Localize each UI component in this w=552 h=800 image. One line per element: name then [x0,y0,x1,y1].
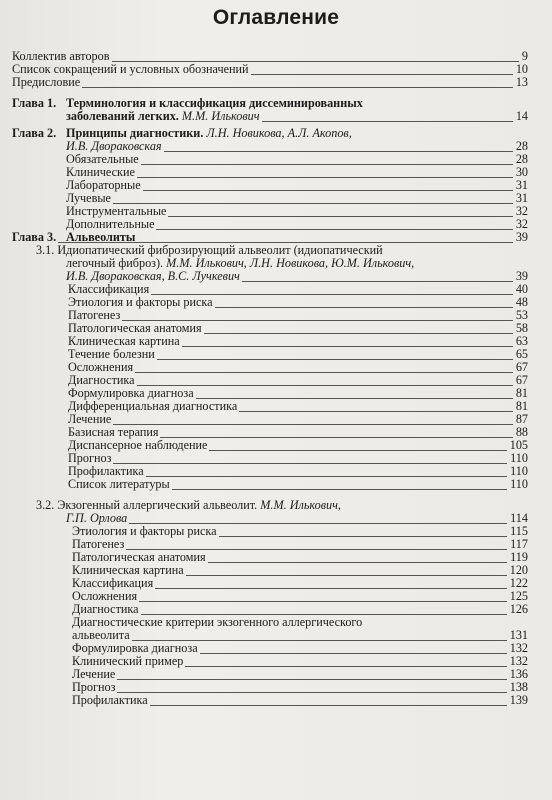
page-number: 87 [515,412,528,426]
toc-entry-text: Формулировка диагноза [68,386,194,400]
chapter-title: заболеваний легких. [66,109,179,123]
chapter-label: Глава 1. [12,96,57,110]
leader-dots [82,86,513,88]
toc-entry-text: Осложнения [72,589,138,603]
toc-entry-text: Прогноз [72,680,116,694]
leader-dots [113,462,507,464]
leader-dots [209,449,506,451]
page-number: 126 [509,602,528,616]
page-number: 139 [509,693,528,707]
leader-dots [208,561,508,563]
toc-entry-text: Дифференциальная диагностика [68,399,238,413]
page-number: 131 [509,628,528,642]
toc-entry-text: Патогенез [72,537,125,551]
toc-row [0,63,552,76]
section-authors: М.М. Илькович, Л.Н. Новикова, Ю.М. Илькович, [166,256,415,270]
chapter-title-cont [66,110,260,123]
page-number: 122 [509,576,528,590]
page-number: 65 [515,347,528,361]
leader-dots [157,358,513,360]
leader-dots [139,600,507,602]
toc-row [0,76,552,89]
page-number: 117 [510,537,528,551]
toc-entry-text: Список сокращений и условных обозначений [12,62,249,76]
toc-entry-text: И.В. Дворaковская [66,139,162,153]
toc-entry-text: Инструментальные [66,204,167,218]
toc-entry-text: Предисловие [12,75,81,89]
leader-dots [204,332,513,334]
toc-entry-text: Патогенез [68,308,121,322]
page-number: 13 [515,75,528,89]
leader-dots [251,73,513,75]
leader-dots [117,691,506,693]
chapter-label: Глава 3. [12,230,57,244]
page-number: 58 [515,321,528,335]
toc-entry-text: Патологическая анатомия [72,550,206,564]
toc-entry-text: Классификация [72,576,154,590]
section-title: 3.2. Экзогенный аллергический альвеолит. [36,498,258,512]
toc-entry-text: Лечение [68,412,112,426]
leader-dots [182,345,513,347]
toc-entry-text: Г.П. Орлова [66,511,128,525]
leader-dots [196,397,513,399]
page-number: 40 [515,282,528,296]
section-title: легочный фиброз). [66,256,164,270]
toc-entry-text: альвеолита [72,628,130,642]
toc-entry-text: Патологическая анатомия [68,321,202,335]
chapter-authors: М.М. Илькович [181,109,260,123]
toc-entry-text: Базисная терапия [68,425,159,439]
leader-dots [113,202,513,204]
toc-entry-text: Этиология и факторы риска [68,295,213,309]
page-number: 67 [515,360,528,374]
chapter-label: Глава 2. [12,126,57,140]
page-number: 28 [515,152,528,166]
leader-dots [113,423,513,425]
toc-entry-text: Клиническая картина [68,334,180,348]
page-number: 136 [509,667,528,681]
leader-dots [168,215,512,217]
page-number: 14 [515,109,528,123]
toc-entry-text: Этиология и факторы риска [72,524,217,538]
toc-entry-text: Клиническая картина [72,563,184,577]
page-number: 63 [515,334,528,348]
chapter-title: Альвеолиты [66,230,136,244]
section-subitem: Диагностические критерии экзогенного аллергического [72,615,363,629]
leader-dots [219,535,508,537]
leader-dots [172,488,507,490]
section-authors: М.М. Илькович, [260,498,341,512]
page-number: 81 [515,399,528,413]
page-number: 81 [515,386,528,400]
leader-dots [200,652,507,654]
leader-dots [164,150,513,152]
toc-entry-text: Обязательные [66,152,139,166]
leader-dots [185,665,506,667]
toc-entry-text: Течение болезни [68,347,155,361]
leader-dots [242,280,513,282]
toc-row [0,478,552,491]
table-of-contents [0,46,552,707]
toc-entry-text: Диагностика [68,373,135,387]
page-number: 110 [510,451,528,465]
leader-dots [155,587,507,589]
leader-dots [262,120,513,122]
toc-entry-text: И.В. Двораковская, В.С. Лучкевич [66,269,240,283]
toc-entry-text: Дополнительные [66,217,155,231]
page-number: 114 [510,511,528,525]
toc-entry-text: Лабораторные [66,178,141,192]
page-title: Оглавление [212,6,340,29]
leader-dots [215,306,513,308]
page-number: 67 [515,373,528,387]
leader-dots [156,228,512,230]
chapter-title: Принципы диагностики. [66,126,204,140]
page-number: 110 [510,477,528,491]
toc-entry-text: Коллектив авторов [12,49,110,63]
toc-entry-text: Клинические [66,165,135,179]
toc-entry-text: Диагностика [72,602,139,616]
toc-entry-text: Диспансерное наблюдение [68,438,208,452]
leader-dots [160,436,512,438]
toc-entry-text: Формулировка диагноза [72,641,198,655]
page-number: 28 [515,139,528,153]
leader-dots [141,163,513,165]
page-number: 32 [515,217,528,231]
section-title: 3.1. Идиопатический фиброзирующий альвеолит (идиопатический [36,243,383,257]
leader-dots [186,574,507,576]
leader-dots [117,678,506,680]
page-number: 48 [515,295,528,309]
chapter-title: Терминология и классификация диссеминированных [66,96,363,110]
page-number: 53 [515,308,528,322]
page-number: 132 [509,654,528,668]
page-number: 39 [515,269,528,283]
leader-dots [146,475,508,477]
page-number: 88 [515,425,528,439]
toc-entry-text: Профилактика [72,693,148,707]
toc-entry-text: Классификация [68,282,150,296]
page-number: 119 [510,550,528,564]
page-number: 9 [521,49,528,63]
leader-dots [150,704,507,706]
page-number: 39 [515,230,528,244]
page-number: 115 [510,524,528,538]
toc-entry-text: Профилактика [68,464,144,478]
toc-entry-text: Список литературы [68,477,170,491]
page-number: 138 [509,680,528,694]
page-number: 120 [509,563,528,577]
toc-entry-text: Осложнения [68,360,134,374]
toc-entry-text: Лечение [72,667,116,681]
page-number: 132 [509,641,528,655]
leader-dots [239,410,513,412]
toc-entry-text: Прогноз [68,451,112,465]
page-number: 10 [515,62,528,76]
page-number: 30 [515,165,528,179]
toc-entry-text: Лучевые [66,191,111,205]
chapter-authors: Л.Н. Новикова, А.Л. Акопов, [206,126,352,140]
page-number: 32 [515,204,528,218]
leader-dots [135,371,513,373]
toc-row [0,694,552,707]
page-number: 31 [515,191,528,205]
leader-dots [143,189,513,191]
page-number: 125 [509,589,528,603]
page-number: 31 [515,178,528,192]
leader-dots [137,176,513,178]
toc-row [0,110,552,123]
page-number: 110 [510,464,528,478]
page-number: 105 [509,438,528,452]
toc-entry-text: Клинический пример [72,654,184,668]
